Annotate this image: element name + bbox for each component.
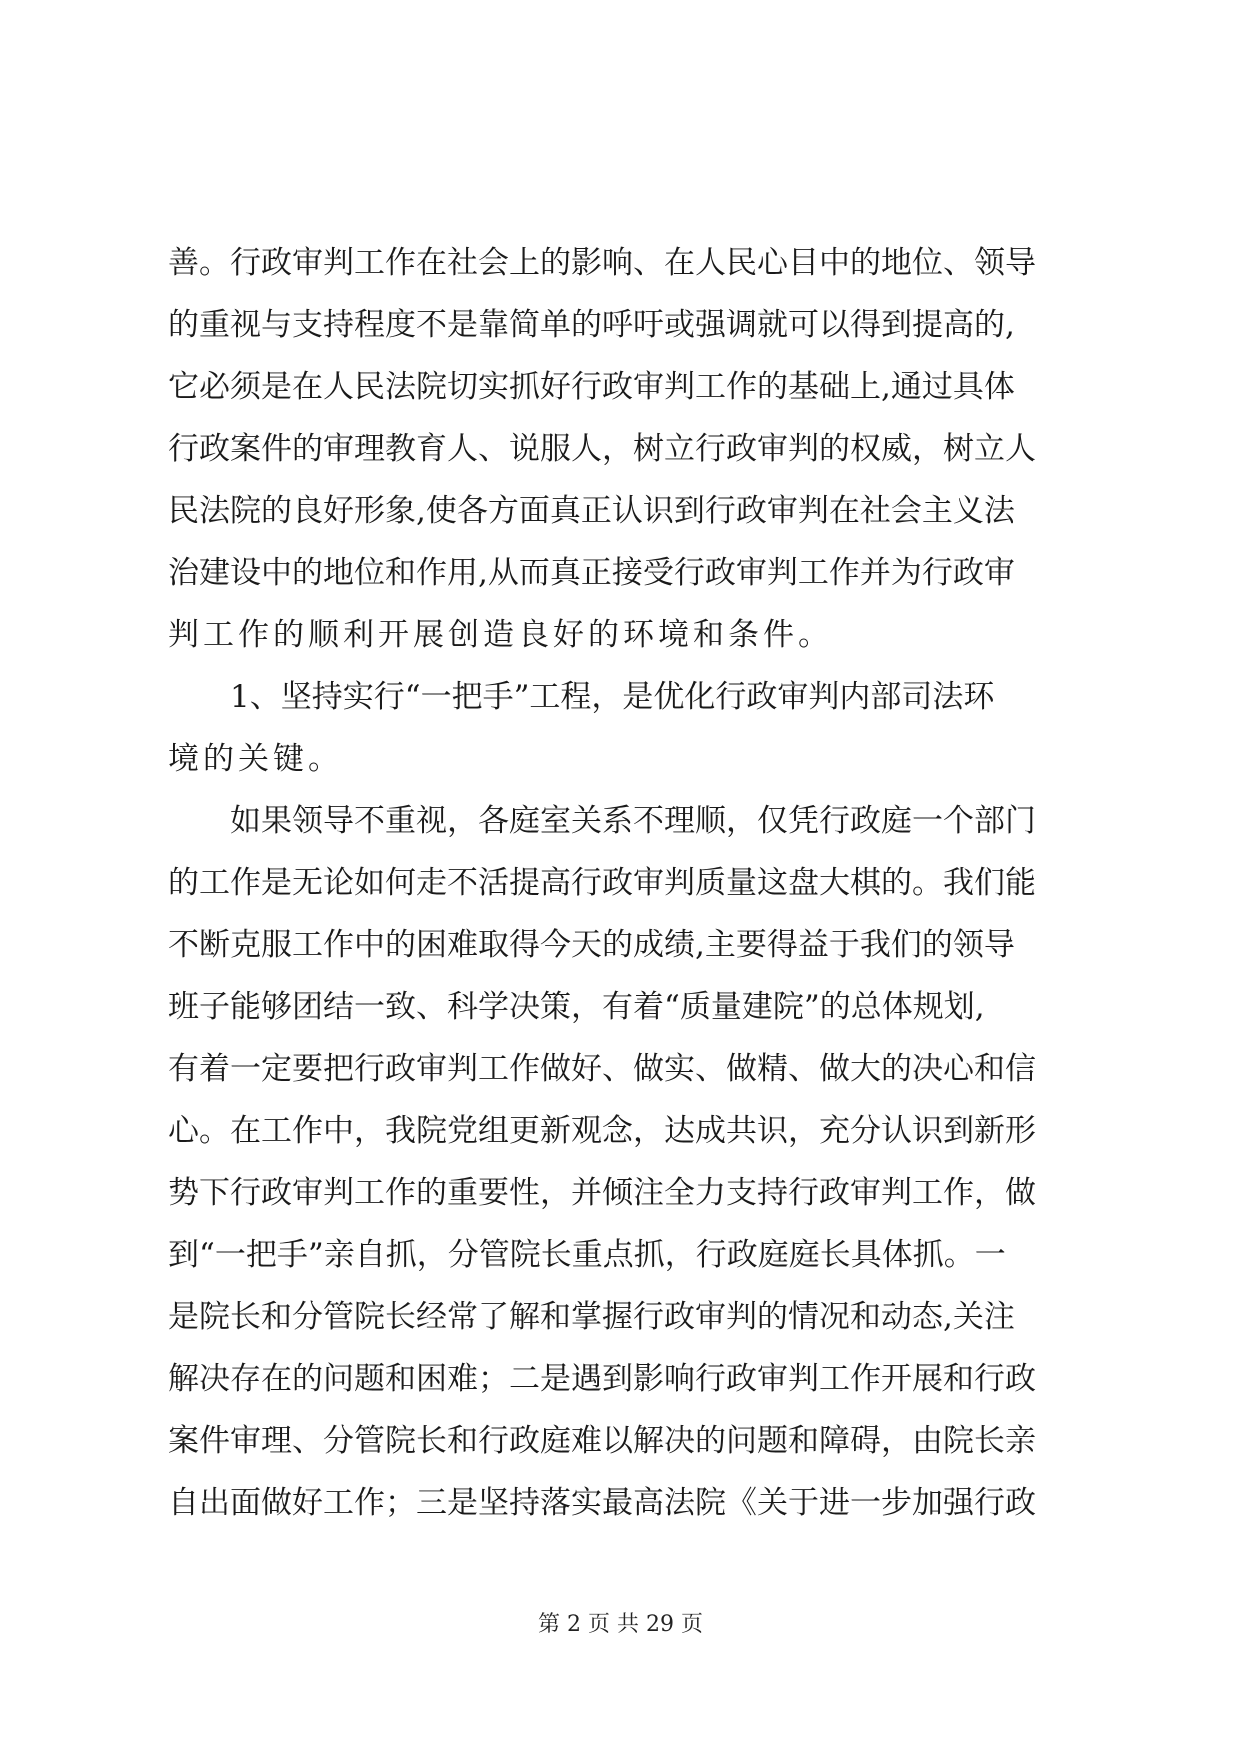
text-line: 善。行政审判工作在社会上的影响、在人民心目中的地位、领导 — [168, 245, 1036, 281]
text-line: 有着一定要把行政审判工作做好、做实、做精、做大的决心和信 — [168, 1051, 1036, 1087]
page-number-footer: 第 2 页 共 29 页 — [538, 1612, 703, 1637]
text-line: 心。在工作中，我院党组更新观念，达成共识，充分认识到新形 — [168, 1113, 1036, 1149]
text-line: 如果领导不重视，各庭室关系不理顺，仅凭行政庭一个部门 — [230, 803, 1036, 839]
text-line: 它必须是在人民法院切实抓好行政审判工作的基础上,通过具体 — [168, 369, 1015, 405]
text-line: 的重视与支持程度不是靠简单的呼吁或强调就可以得到提高的, — [168, 307, 1015, 343]
text-line: 到“一把手”亲自抓，分管院长重点抓，行政庭庭长具体抓。一 — [168, 1237, 1006, 1273]
text-line: 案件审理、分管院长和行政庭难以解决的问题和障碍，由院长亲 — [168, 1423, 1036, 1459]
section-heading-line: 1、坚持实行“一把手”工程，是优化行政审判内部司法环 — [230, 679, 995, 715]
text-line: 班子能够团结一致、科学决策，有着“质量建院”的总体规划, — [168, 989, 985, 1025]
text-line: 行政案件的审理教育人、说服人，树立行政审判的权威，树立人 — [168, 431, 1036, 467]
text-line: 自出面做好工作；三是坚持落实最高法院《关于进一步加强行政 — [168, 1485, 1036, 1521]
body-text — [168, 232, 1080, 1534]
text-line: 解决存在的问题和困难；二是遇到影响行政审判工作开展和行政 — [168, 1361, 1036, 1397]
text-line: 判工作的顺利开展创造良好的环境和条件。 — [168, 617, 833, 653]
text-line: 是院长和分管院长经常了解和掌握行政审判的情况和动态,关注 — [168, 1299, 1015, 1335]
text-line: 不断克服工作中的困难取得今天的成绩,主要得益于我们的领导 — [168, 927, 1015, 963]
text-line: 民法院的良好形象,使各方面真正认识到行政审判在社会主义法 — [168, 493, 1015, 529]
text-line: 的工作是无论如何走不活提高行政审判质量这盘大棋的。我们能 — [168, 865, 1036, 901]
text-line: 治建设中的地位和作用,从而真正接受行政审判工作并为行政审 — [168, 555, 1015, 591]
section-heading-line: 境的关键。 — [168, 741, 343, 777]
text-line: 势下行政审判工作的重要性，并倾注全力支持行政审判工作，做 — [168, 1175, 1036, 1211]
